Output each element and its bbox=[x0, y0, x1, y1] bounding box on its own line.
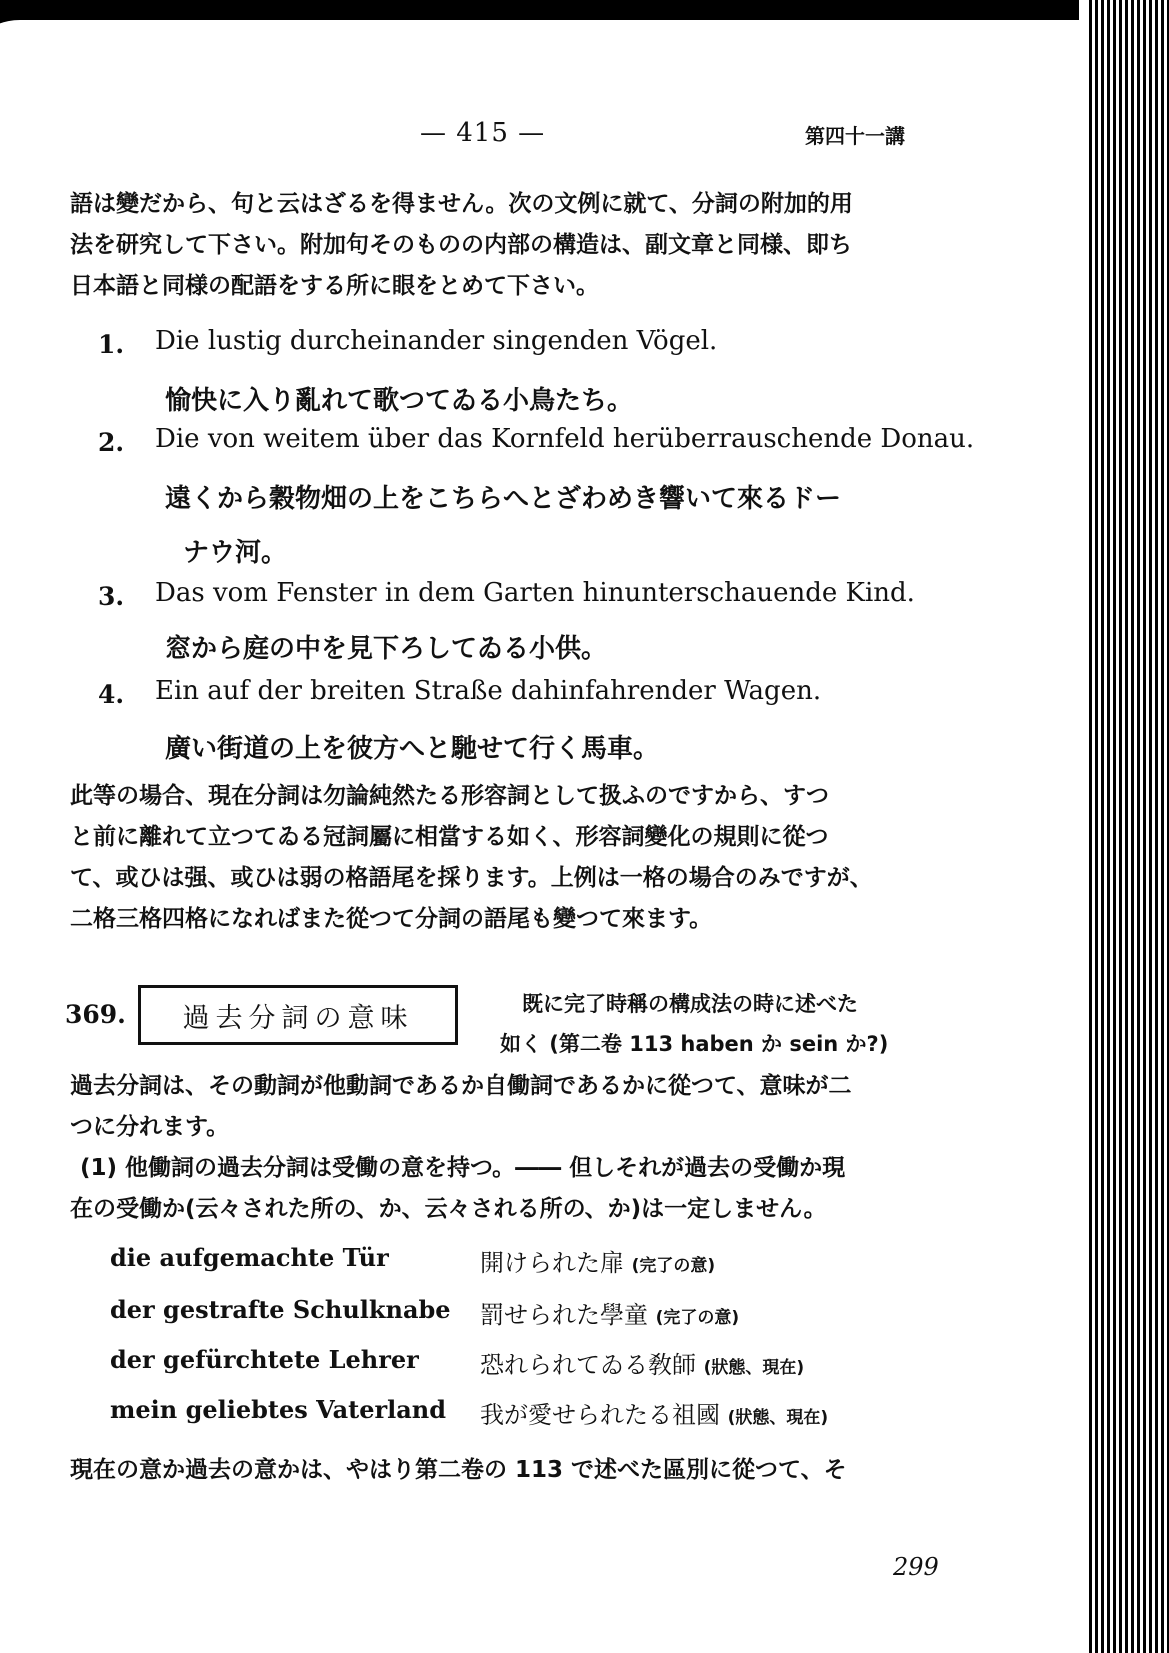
example-japanese: 遠くから穀物畑の上をこちらへとざわめき響いて來るドー bbox=[165, 484, 842, 514]
text-line: て、或ひは强、或ひは弱の格語尾を採ります。上例は一格の場合のみですが、 bbox=[70, 865, 873, 891]
table-row bbox=[110, 1345, 930, 1385]
text-line: 在の受働か(云々された所の、か、云々される所の、か)は一定しません。 bbox=[70, 1196, 827, 1222]
example-german: Ein auf der breiten Straße dahinfahrender Wagen. bbox=[155, 676, 822, 706]
example-japanese: ナウ河。 bbox=[183, 538, 288, 568]
table-note: (狀態、現在) bbox=[703, 1358, 805, 1378]
table-german: mein geliebtes Vaterland bbox=[110, 1395, 447, 1424]
table-note: (狀態、現在) bbox=[727, 1408, 829, 1428]
table-japanese: 罰せられた學童 (完了の意) bbox=[480, 1301, 740, 1329]
section-title-box: 過去分詞の意味 bbox=[138, 985, 458, 1045]
table-japanese: 開けられた扉 (完了の意) bbox=[480, 1249, 716, 1277]
table-row bbox=[110, 1243, 930, 1283]
example-german: Die von weitem über das Kornfeld herüberrauschende Donau. bbox=[155, 424, 975, 454]
folio-number: 299 bbox=[893, 1553, 939, 1581]
text-line: 過去分詞は、その動詞が他動詞であるか自働詞であるかに從つて、意味が二 bbox=[70, 1073, 852, 1099]
closing-line: 現在の意か過去の意かは、やはり第二卷の 113 で述べた區別に從つて、そ bbox=[70, 1457, 847, 1483]
table-note: (完了の意) bbox=[655, 1308, 740, 1328]
text-line: 語は變だから、句と云はざるを得ません。次の文例に就て、分詞の附加的用 bbox=[70, 191, 853, 217]
table-japanese: 恐れられてゐる敎師 (狀態、現在) bbox=[480, 1351, 805, 1379]
table-german: der gestrafte Schulknabe bbox=[110, 1295, 451, 1324]
table-note: (完了の意) bbox=[631, 1256, 716, 1276]
page-number: — 415 — bbox=[420, 118, 546, 148]
example-german: Das vom Fenster in dem Garten hinunterschauende Kind. bbox=[155, 578, 915, 608]
section-paragraph bbox=[70, 1066, 940, 1230]
example-japanese: 窓から庭の中を見下ろしてゐる小供。 bbox=[165, 634, 608, 664]
text-line: 法を研究して下さい。附加句そのものの内部の構造は、副文章と同様、即ち bbox=[70, 232, 852, 258]
text-line: 二格三格四格になればまた從つて分詞の語尾も變つて來ます。 bbox=[70, 906, 713, 932]
book-edge-stripes bbox=[1089, 0, 1169, 1653]
table-japanese: 我が愛せられたる祖國 (狀態、現在) bbox=[480, 1401, 829, 1429]
example-number: 2. bbox=[98, 428, 125, 457]
text-line: (1) 他働詞の過去分詞は受働の意を持つ。―― 但しそれが過去の受働か現 bbox=[80, 1155, 846, 1181]
example-german: Die lustig durcheinander singenden Vögel. bbox=[155, 326, 718, 356]
section-number: 369. bbox=[65, 1000, 126, 1029]
table-row bbox=[110, 1395, 930, 1435]
section-side-text: 既に完了時稱の構成法の時に述べた bbox=[522, 992, 858, 1016]
explanation-paragraph bbox=[70, 776, 940, 940]
section-side-text: 如く (第二卷 113 haben か sein か?) bbox=[500, 1032, 889, 1056]
text-line: と前に離れて立つてゐる冠詞屬に相當する如く、形容詞變化の規則に從つ bbox=[70, 824, 829, 850]
example-number: 4. bbox=[98, 680, 125, 709]
table-row bbox=[110, 1295, 930, 1335]
intro-paragraph bbox=[70, 184, 940, 307]
example-number: 1. bbox=[98, 330, 125, 359]
text-line: つに分れます。 bbox=[70, 1114, 230, 1140]
text-line: 日本語と同様の配語をする所に眼をとめて下さい。 bbox=[70, 273, 599, 299]
scan-edge-gap bbox=[1079, 0, 1089, 1653]
table-german: der gefürchtete Lehrer bbox=[110, 1345, 419, 1374]
text-line: 此等の場合、現在分詞は勿論純然たる形容詞として扱ふのですから、すつ bbox=[70, 783, 829, 809]
table-german: die aufgemachte Tür bbox=[110, 1243, 389, 1272]
example-japanese: 廣い街道の上を彼方へと馳せて行く馬車。 bbox=[165, 734, 660, 764]
example-japanese: 愉快に入り亂れて歌つてゐる小鳥たち。 bbox=[165, 386, 634, 416]
example-number: 3. bbox=[98, 582, 125, 611]
chapter-heading: 第四十一講 bbox=[805, 124, 905, 148]
scan-page-curve bbox=[0, 20, 1120, 80]
